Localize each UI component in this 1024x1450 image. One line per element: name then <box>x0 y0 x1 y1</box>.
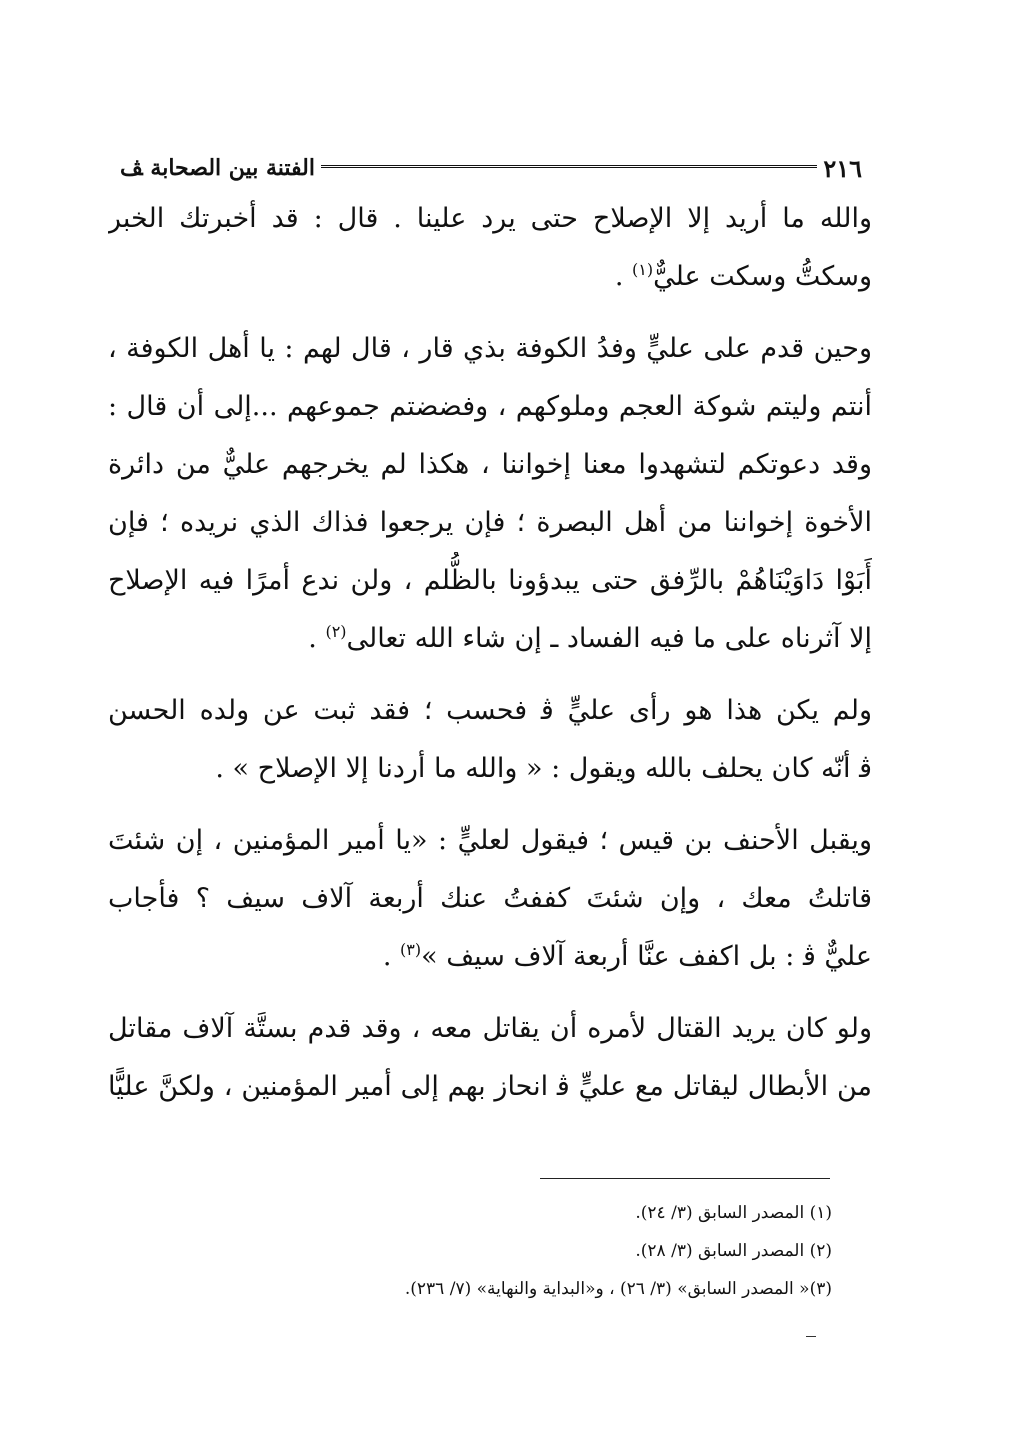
text-line: ولم يكن هذا هو رأى عليٍّ ﭬ فحسب ؛ فقد ثبت عن ولده الحسن <box>108 695 872 726</box>
text-line: ولو كان يريد القتال لأمره أن يقاتل معه ، وقد قدم بستَّة آلاف مقاتل <box>108 1013 872 1044</box>
page-number: ٢١٦ <box>823 153 862 183</box>
header-rule <box>321 165 817 171</box>
footnote-separator <box>540 1178 830 1179</box>
text-line: أَبَوْا دَاوَيْنَاهُمْ بالرِّفق حتى يبدؤونا بالظُّلم ، ولن ندع أمرًا فيه الإصلاح <box>108 565 872 596</box>
text-line <box>108 928 872 986</box>
footnote-1: (١) المصدر السابق (٣/ ٢٤). <box>635 1203 832 1223</box>
paragraph-4 <box>108 812 872 986</box>
text-line: وحين قدم على عليٍّ وفدُ الكوفة بذي قار ، قال لهم : يا أهل الكوفة ، <box>108 333 872 364</box>
paragraph-1 <box>108 190 872 306</box>
footnote-ref: (٣) <box>400 940 422 959</box>
bottom-dash <box>806 1336 816 1337</box>
text-line <box>108 610 872 668</box>
running-title: الفتنة بين الصحابة ﭫ <box>120 155 315 181</box>
text-line: الأخوة إخواننا من أهل البصرة ؛ فإن يرجعوا فذاك الذي نريده ؛ فإن <box>108 507 872 538</box>
text-line: ويقبل الأحنف بن قيس ؛ فيقول لعليٍّ : «يا أمير المؤمنين ، إن شئتَ <box>108 825 872 856</box>
footnote-ref: (١) <box>632 260 654 279</box>
text-line: من الأبطال ليقاتل مع عليٍّ ﭬ انحاز بهم إلى أمير المؤمنين ، ولكنَّ عليًّا <box>108 1071 872 1102</box>
footnote-ref: (٢) <box>325 622 347 641</box>
footnotes <box>200 1194 832 1308</box>
paragraph-5 <box>108 1000 872 1116</box>
line-tail: . <box>308 623 326 654</box>
paragraph-2 <box>108 320 872 668</box>
text-line: قاتلتُ معك ، وإن شئتَ كففتُ عنك أربعة آلاف سيف ؟ فأجاب <box>108 883 872 914</box>
text-line: والله ما أريد إلا الإصلاح حتى يرد علينا . قال : قد أخبرتك الخبر <box>108 203 872 234</box>
line-tail: . <box>382 941 400 972</box>
line-tail: . <box>614 261 633 292</box>
text-line: وقد دعوتكم لتشهدوا معنا إخواننا ، هكذا لم يخرجهم عليٌّ من دائرة <box>108 449 872 480</box>
running-header <box>110 148 870 188</box>
text-line <box>108 248 872 306</box>
paragraph-3 <box>108 682 872 798</box>
text-line-content: وسكتُّ وسكت عليٌّ <box>653 261 872 292</box>
footnote-2: (٢) المصدر السابق (٣/ ٢٨). <box>635 1241 832 1261</box>
text-line-content: إلا آثرناه على ما فيه الفساد ـ إن شاء الله تعالى <box>346 623 872 654</box>
text-line: أنتم وليتم شوكة العجم وملوكهم ، وفضضتم جموعهم ...إلى أن قال : <box>108 391 872 422</box>
text-line-content: عليٌّ ﭬ : بل اكفف عنَّا أربعة آلاف سيف » <box>421 941 872 972</box>
body-text <box>108 190 872 1116</box>
text-line: ﭬ أنّه كان يحلف بالله ويقول : « والله ما أردنا إلا الإصلاح » . <box>215 753 872 784</box>
footnote-3: (٣)« المصدر السابق» (٣/ ٢٦) ، و«البداية والنهاية» (٧/ ٢٣٦). <box>404 1279 832 1299</box>
